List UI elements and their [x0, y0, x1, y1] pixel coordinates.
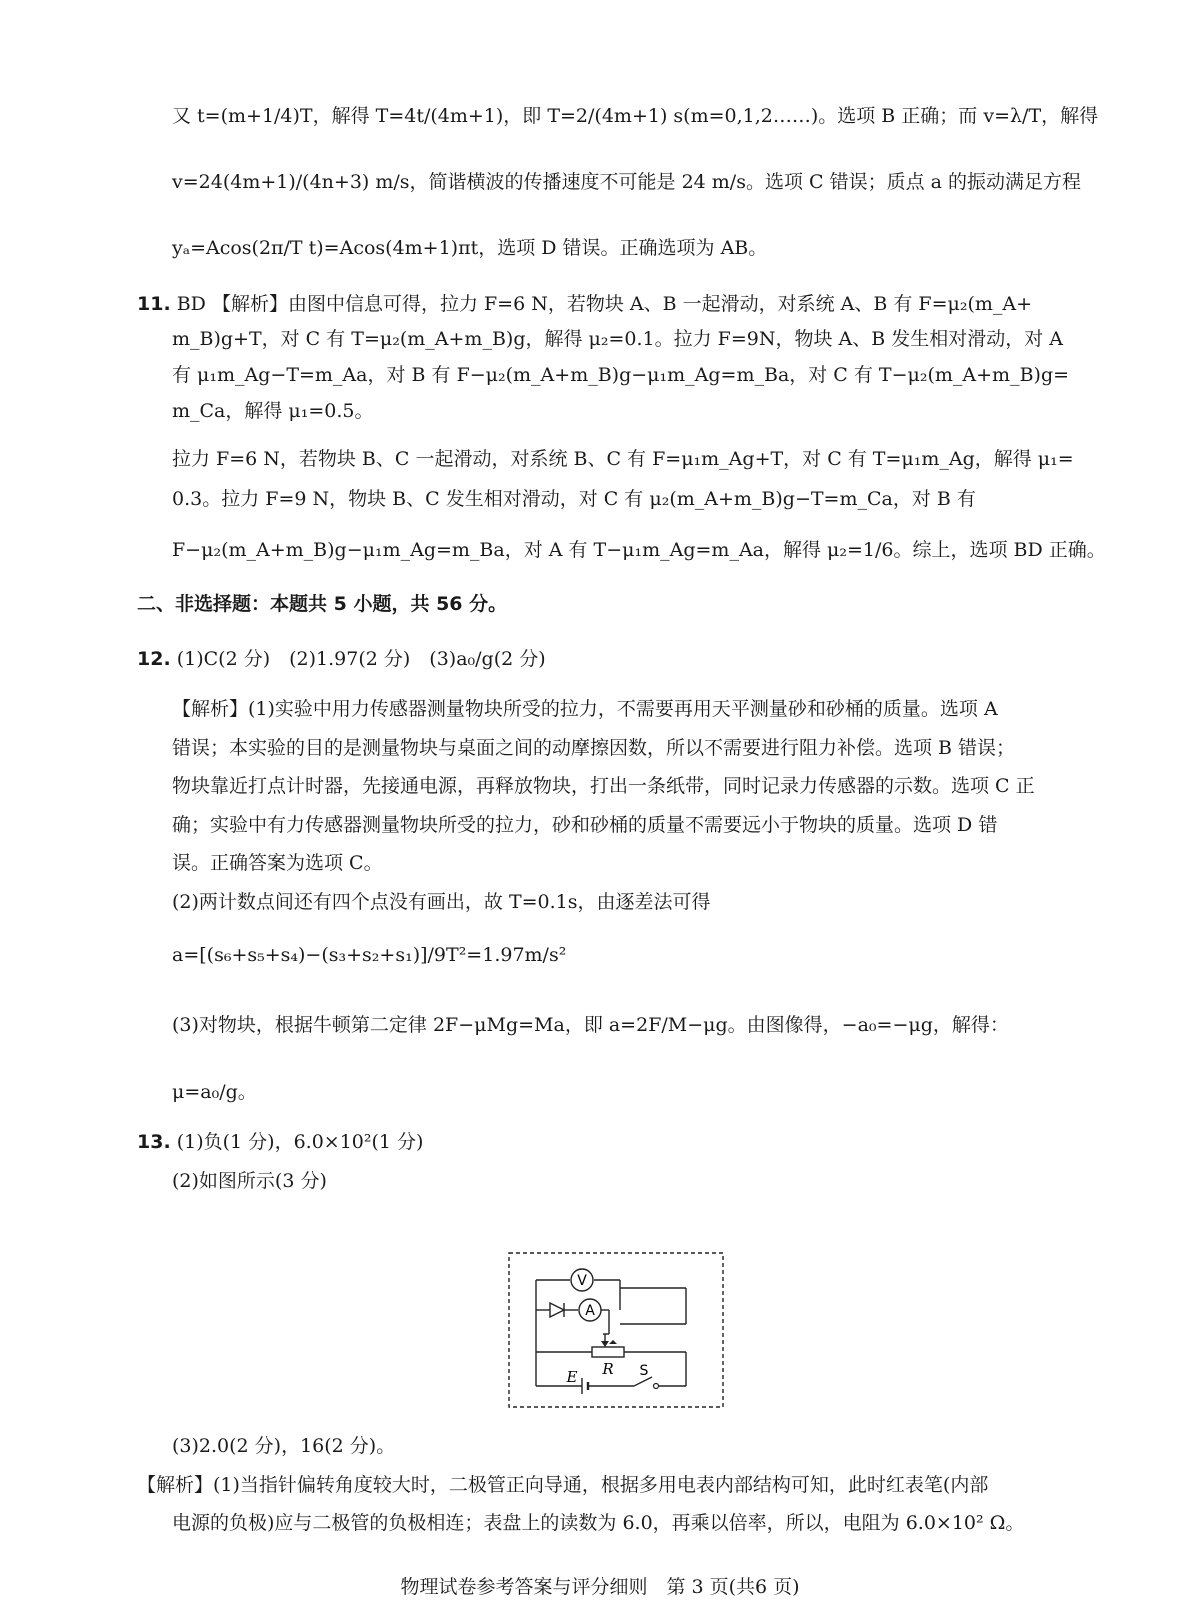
voltmeter-label: V — [577, 1273, 587, 1289]
text-line: (3)对物块，根据牛顿第二定律 2F−μMg=Ma，即 a=2F/M−μg。由图像得，−a₀=−μg，解得： — [172, 1014, 1009, 1036]
text-line: 又 t=(m+1/4)T，解得 T=4t/(4m+1)，即 T=2/(4m+1) s(m=0,1,2……)。选项 B 正确；而 v=λ/T，解得 — [172, 105, 1099, 127]
question-number: 11. — [137, 293, 171, 315]
section-title: 二、非选择题：本题共 5 小题，共 56 分。 — [137, 593, 508, 615]
text-line: 物块靠近打点计时器，先接通电源，再释放物块，打出一条纸带，同时记录力传感器的示数。选项 C 正 — [172, 775, 1035, 797]
text-line: F−μ₂(m_A+m_B)g−μ₁m_Ag=m_Ba，对 A 有 T−μ₁m_Ag=m_Aa，解得 μ₂=1/6。综上，选项 BD 正确。 — [172, 539, 1106, 561]
question-12 — [137, 647, 546, 671]
text-line: 【解析】(1)实验中用力传感器测量物块所受的拉力，不需要再用天平测量砂和砂桶的质量。选项 A — [172, 698, 998, 720]
question-number: 13. — [137, 1131, 171, 1153]
text-line: m_B)g+T，对 C 有 T=μ₂(m_A+m_B)g，解得 μ₂=0.1。拉力 F=9N，物块 A、B 发生相对滑动，对 A — [172, 328, 1064, 350]
text-line: yₐ=Acos(2π/T t)=Acos(4m+1)πt，选项 D 错误。正确选项为 AB。 — [172, 237, 768, 259]
text-line: 确；实验中有力传感器测量物块所受的拉力，砂和砂桶的质量不需要远小于物块的质量。选项 D 错 — [172, 814, 998, 836]
text-line: 有 μ₁m_Ag−T=m_Aa，对 B 有 F−μ₂(m_A+m_B)g−μ₁m_Ag=m_Ba，对 C 有 T−μ₂(m_A+m_B)g= — [172, 364, 1070, 386]
text-line: 0.3。拉力 F=9 N，物块 B、C 发生相对滑动，对 C 有 μ₂(m_A+m_B)g−T=m_Ca，对 B 有 — [172, 488, 976, 510]
text-line: (1)负(1 分)，6.0×10²(1 分) — [176, 1131, 424, 1153]
text-line: 误。正确答案为选项 C。 — [172, 852, 383, 874]
diode-icon — [550, 1303, 564, 1317]
rheostat-icon — [592, 1347, 624, 1357]
formula-line: a=[(s₆+s₅+s₄)−(s₃+s₂+s₁)]/9T²=1.97m/s² — [172, 944, 567, 966]
text-line: (1)C(2 分) (2)1.97(2 分) (3)a₀/g(2 分) — [176, 648, 546, 670]
text-line: v=24(4m+1)/(4n+3) m/s，简谐横波的传播速度不可能是 24 m/s。选项 C 错误；质点 a 的振动满足方程 — [172, 171, 1081, 193]
text-line: 错误；本实验的目的是测量物块与桌面之间的动摩擦因数，所以不需要进行阻力补偿。选项 B 错误； — [172, 737, 1016, 759]
question-11 — [137, 292, 1032, 316]
text-line: (3)2.0(2 分)，16(2 分)。 — [172, 1435, 396, 1457]
page-footer: 物理试卷参考答案与评分细则 第 3 页(共6 页) — [400, 1576, 800, 1598]
text-line: (2)两计数点间还有四个点没有画出，故 T=0.1s，由逐差法可得 — [172, 891, 711, 913]
question-13 — [137, 1130, 423, 1154]
switch-label: S — [639, 1363, 649, 1379]
text-line: (2)如图所示(3 分) — [172, 1170, 327, 1192]
question-number: 12. — [137, 648, 171, 670]
text-line: μ=a₀/g。 — [172, 1081, 257, 1103]
text-line: 【解析】(1)当指针偏转角度较大时，二极管正向导通，根据多用电表内部结构可知，此时红表笔(内部 — [137, 1474, 989, 1496]
text-line: 拉力 F=6 N，若物块 B、C 一起滑动，对系统 B、C 有 F=μ₁m_Ag+T，对 C 有 T=μ₁m_Ag，解得 μ₁= — [172, 448, 1074, 470]
text-line: m_Ca，解得 μ₁=0.5。 — [172, 400, 374, 422]
text-line: 电源的负极)应与二极管的负极相连；表盘上的读数为 6.0，再乘以倍率，所以，电阻为 6.0×10² Ω。 — [172, 1512, 1025, 1534]
ammeter-label: A — [585, 1303, 595, 1319]
text-line: BD 【解析】由图中信息可得，拉力 F=6 N，若物块 A、B 一起滑动，对系统 A、B 有 F=μ₂(m_A+ — [176, 293, 1033, 315]
rheostat-label: R — [602, 1360, 614, 1378]
circuit-diagram — [508, 1252, 724, 1408]
battery-label: E — [566, 1368, 578, 1386]
